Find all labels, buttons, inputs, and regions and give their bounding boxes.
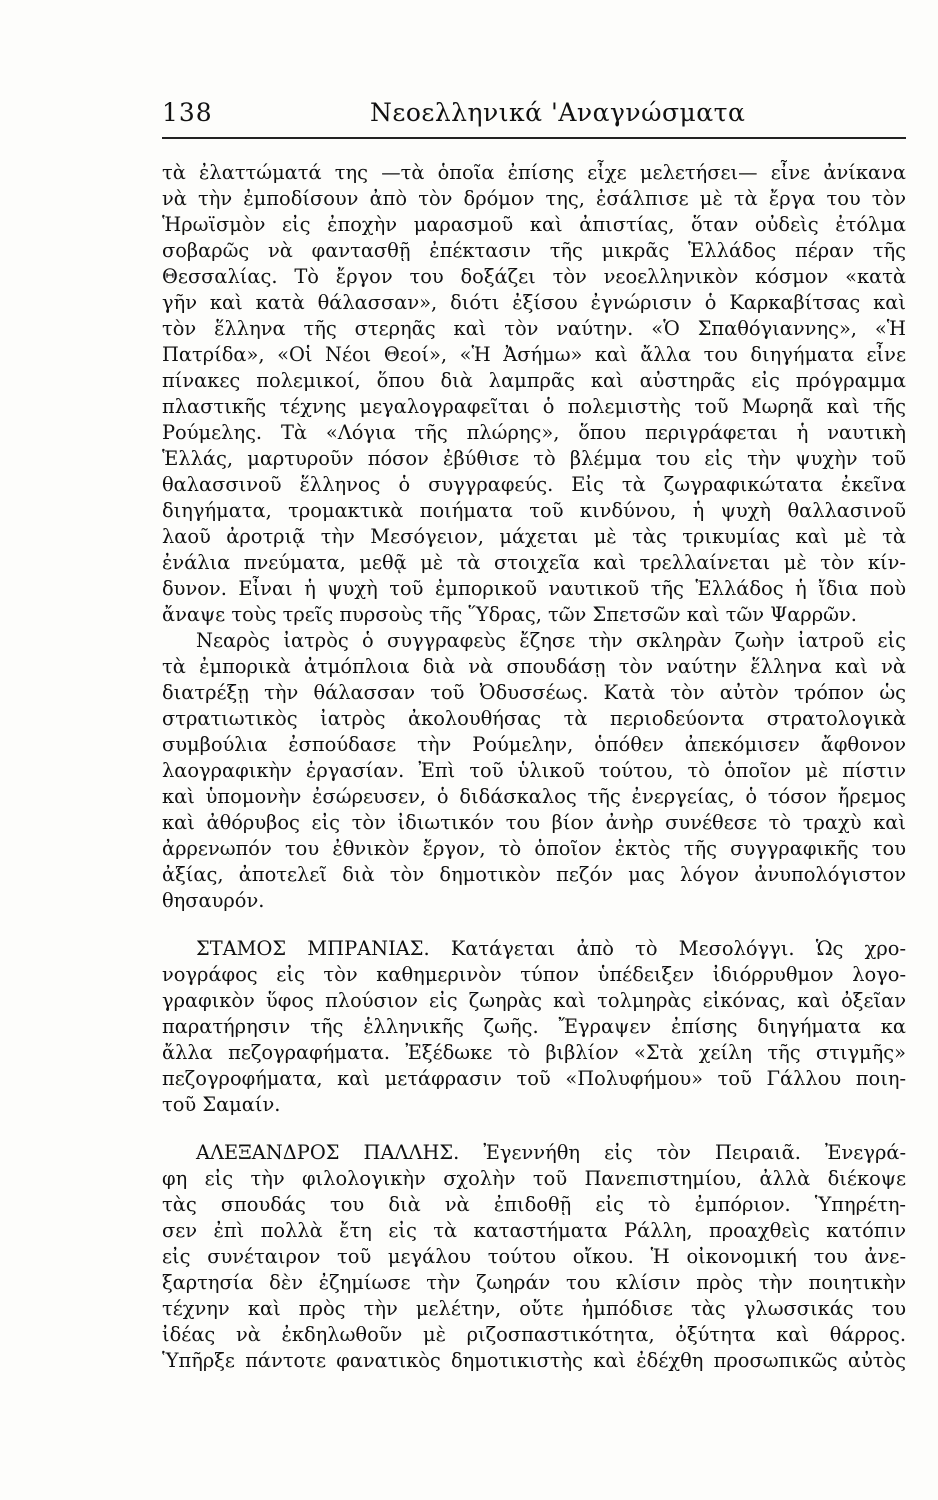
text-line: νογράφος εἰς τὸν καθημερινὸν τύπον ὑπέδειξεν ἰδιόρρυθμον λογο- — [162, 963, 906, 986]
text-line: τὰς σπουδάς του διὰ νὰ ἐπιδοθῇ εἰς τὸ ἐμπόριον. Ὑπηρέτη- — [162, 1193, 906, 1216]
running-title: Νεοελληνικά 'Αναγνώσματα — [370, 98, 746, 127]
text-line: ἰδέας νὰ ἐκδηλωθοῦν μὲ ριζοσπαστικότητα, ὀξύτητα καὶ θάρρος. — [162, 1323, 906, 1346]
text-line: γῆν καὶ κατὰ θάλασσαν», διότι ἐξίσου ἐγνώρισιν ὁ Καρκαβίτσας καὶ — [162, 291, 906, 314]
text-line: εἰς συνέταιρον τοῦ μεγάλου τούτου οἴκου. Ἡ οἰκονομική του ἀνε- — [162, 1245, 906, 1268]
text-line: ἀξίας, ἀποτελεῖ διὰ τὸν δημοτικὸν πεζόν μας λόγον ἀνυπολόγιστον — [162, 863, 906, 886]
paragraph-gap — [162, 1118, 906, 1140]
text-line: στρατιωτικὸς ἰατρὸς ἀκολουθήσας τὰ περιοδεύοντα στρατολογικὰ — [162, 707, 906, 730]
paragraph-karkavitsas-continued — [162, 160, 906, 628]
text-line: διηγήματα, τρομακτικὰ ποιήματα τοῦ κινδύνου, ἡ ψυχὴ θαλλασινοῦ — [162, 499, 906, 522]
text-line: τέχνην καὶ πρὸς τὴν μελέτην, οὔτε ἠμπόδισε τὰς γλωσσικάς του — [162, 1297, 906, 1320]
text-line: λαογραφικὴν ἐργασίαν. Ἐπὶ τοῦ ὑλικοῦ τούτου, τὸ ὁποῖον μὲ πίστιν — [162, 759, 906, 782]
text-line: τοῦ Σαμαίν. — [162, 1093, 281, 1116]
text-line: Ὑπῆρξε πάντοτε φανατικὸς δημοτικιστὴς καὶ ἐδέχθη προσωπικῶς αὐτὸς — [162, 1349, 906, 1372]
paragraph-gap — [162, 914, 906, 936]
text-line: πεζογροφήματα, καὶ μετάφρασιν τοῦ «Πολυφήμου» τοῦ Γάλλου ποιη- — [162, 1067, 906, 1090]
text-line: δυνον. Εἶναι ἡ ψυχὴ τοῦ ἐμπορικοῦ ναυτικοῦ τῆς Ἑλλάδος ἡ ἴδια ποὺ — [162, 577, 906, 600]
text-line: συμβούλια ἐσπούδασε τὴν Ρούμελην, ὁπόθεν ἀπεκόμισεν ἄφθονον — [162, 733, 906, 756]
paragraph-alexandros-pallis — [162, 1140, 906, 1374]
text-line: ἀρρενωπόν του ἐθνικὸν ἔργον, τὸ ὁποῖον ἐκτὸς τῆς συγγραφικῆς του — [162, 837, 906, 860]
text-line: ἐνάλια πνεύματα, μεθᾷ μὲ τὰ στοιχεῖα καὶ τρελλαίνεται μὲ τὸν κίν- — [162, 551, 906, 574]
text-line: παρατήρησιν τῆς ἑλληνικῆς ζωῆς. Ἔγραψεν ἐπίσης διηγήματα κα — [162, 1015, 906, 1038]
text-line: θαλασσινοῦ ἕλληνος ὁ συγγραφεύς. Εἰς τὰ ζωγραφικώτατα ἐκεῖνα — [162, 473, 906, 496]
text-line: Ἑλλάς, μαρτυροῦν πόσον ἐβύθισε τὸ βλέμμα του εἰς τὴν ψυχὴν τοῦ — [162, 447, 906, 470]
paragraph-karkavitsas-doctor — [162, 628, 906, 914]
text-line: σοβαρῶς νὰ φαντασθῇ ἐπέκτασιν τῆς μικρᾶς Ἑλλάδος πέραν τῆς — [162, 239, 906, 262]
text-line: τὸν ἕλληνα τῆς στερηᾶς καὶ τὸν ναύτην. «Ὁ Σπαθόγιαννης», «Ἡ — [162, 317, 906, 340]
text-line: πλαστικῆς τέχνης μεγαλογραφεῖται ὁ πολεμιστὴς τοῦ Μωρηᾶ καὶ τῆς — [162, 395, 906, 418]
text-line: τὰ ἐλαττώματά της —τὰ ὁποῖα ἐπίσης εἶχε μελετήσει— εἶνε ἀνίκανα — [162, 161, 906, 184]
text-line: Θεσσαλίας. Τὸ ἔργον του δοξάζει τὸν νεοελληνικὸν κόσμον «κατὰ — [162, 265, 906, 288]
text-line: Ἡρωϊσμὸν εἰς ἐποχὴν μαρασμοῦ καὶ ἀπιστίας, ὅταν οὐδεὶς ἐτόλμα — [162, 213, 906, 236]
text-line: Πατρίδα», «Οἱ Νέοι Θεοί», «Ἡ Ἀσήμω» καὶ ἄλλα του διηγήματα εἶνε — [162, 343, 906, 366]
text-line: ΑΛΕΞΑΝΔΡΟΣ ΠΑΛΛΗΣ. Ἐγεννήθη εἰς τὸν Πειραιᾶ. Ἐνεγρά- — [196, 1141, 906, 1164]
body-text — [162, 160, 906, 1374]
header-rule — [162, 137, 906, 139]
text-line: ΣΤΑΜΟΣ ΜΠΡΑΝΙΑΣ. Κατάγεται ἀπὸ τὸ Μεσολόγγι. Ὡς χρο- — [196, 937, 906, 960]
text-line: ἄλλα πεζογραφήματα. Ἐξέδωκε τὸ βιβλίον «Στὰ χείλη τῆς στιγμῆς» — [162, 1041, 906, 1064]
text-line: πίνακες πολεμικοί, ὅπου διὰ λαμπρᾶς καὶ αὐστηρᾶς εἰς πρόγραμμα — [162, 369, 906, 392]
text-line: ξαρτησία δὲν ἐζημίωσε τὴν ζωηράν του κλίσιν πρὸς τὴν ποιητικὴν — [162, 1271, 906, 1294]
page-number: 138 — [162, 98, 213, 127]
text-line: Ρούμελης. Τὰ «Λόγια τῆς πλώρης», ὅπου περιγράφεται ἡ ναυτικὴ — [162, 421, 906, 444]
text-line: Νεαρὸς ἰατρὸς ὁ συγγραφεὺς ἔζησε τὴν σκληρὰν ζωὴν ἰατροῦ εἰς — [196, 629, 906, 652]
text-line: λαοῦ ἀροτριᾷ τὴν Μεσόγειον, μάχεται μὲ τὰς τρικυμίας καὶ μὲ τὰ — [162, 525, 906, 548]
text-line: καὶ ἀθόρυβος εἰς τὸν ἰδιωτικόν του βίον ἀνὴρ συνέθεσε τὸ τραχὺ καὶ — [162, 811, 906, 834]
running-head — [162, 98, 906, 132]
paragraph-stamos-branias — [162, 936, 906, 1118]
text-line: γραφικὸν ὕφος πλούσιον εἰς ζωηρὰς καὶ τολμηρὰς εἰκόνας, καὶ ὀξεῖαν — [162, 989, 906, 1012]
text-line: θησαυρόν. — [162, 889, 265, 912]
text-line: διατρέξῃ τὴν θάλασσαν τοῦ Ὀδυσσέως. Κατὰ τὸν αὐτὸν τρόπον ὡς — [162, 681, 906, 704]
text-line: καὶ ὑπομονὴν ἐσώρευσεν, ὁ διδάσκαλος τῆς ἐνεργείας, ὁ τόσον ἤρεμος — [162, 785, 906, 808]
text-line: νὰ τὴν ἐμποδίσουν ἀπὸ τὸν δρόμον της, ἐσάλπισε μὲ τὰ ἔργα του τὸν — [162, 187, 906, 210]
text-line: σεν ἐπὶ πολλὰ ἔτη εἰς τὰ καταστήματα Ράλλη, προαχθεὶς κατόπιν — [162, 1219, 906, 1242]
text-line: φη εἰς τὴν φιλολογικὴν σχολὴν τοῦ Πανεπιστημίου, ἀλλὰ διέκοψε — [162, 1167, 906, 1190]
text-line: τὰ ἐμπορικὰ ἀτμόπλοια διὰ νὰ σπουδάσῃ τὸν ναύτην ἕλληνα καὶ νὰ — [162, 655, 906, 678]
text-line: ἄναψε τοὺς τρεῖς πυρσοὺς τῆς Ὕδρας, τῶν Σπετσῶν καὶ τῶν Ψαρρῶν. — [162, 603, 857, 626]
